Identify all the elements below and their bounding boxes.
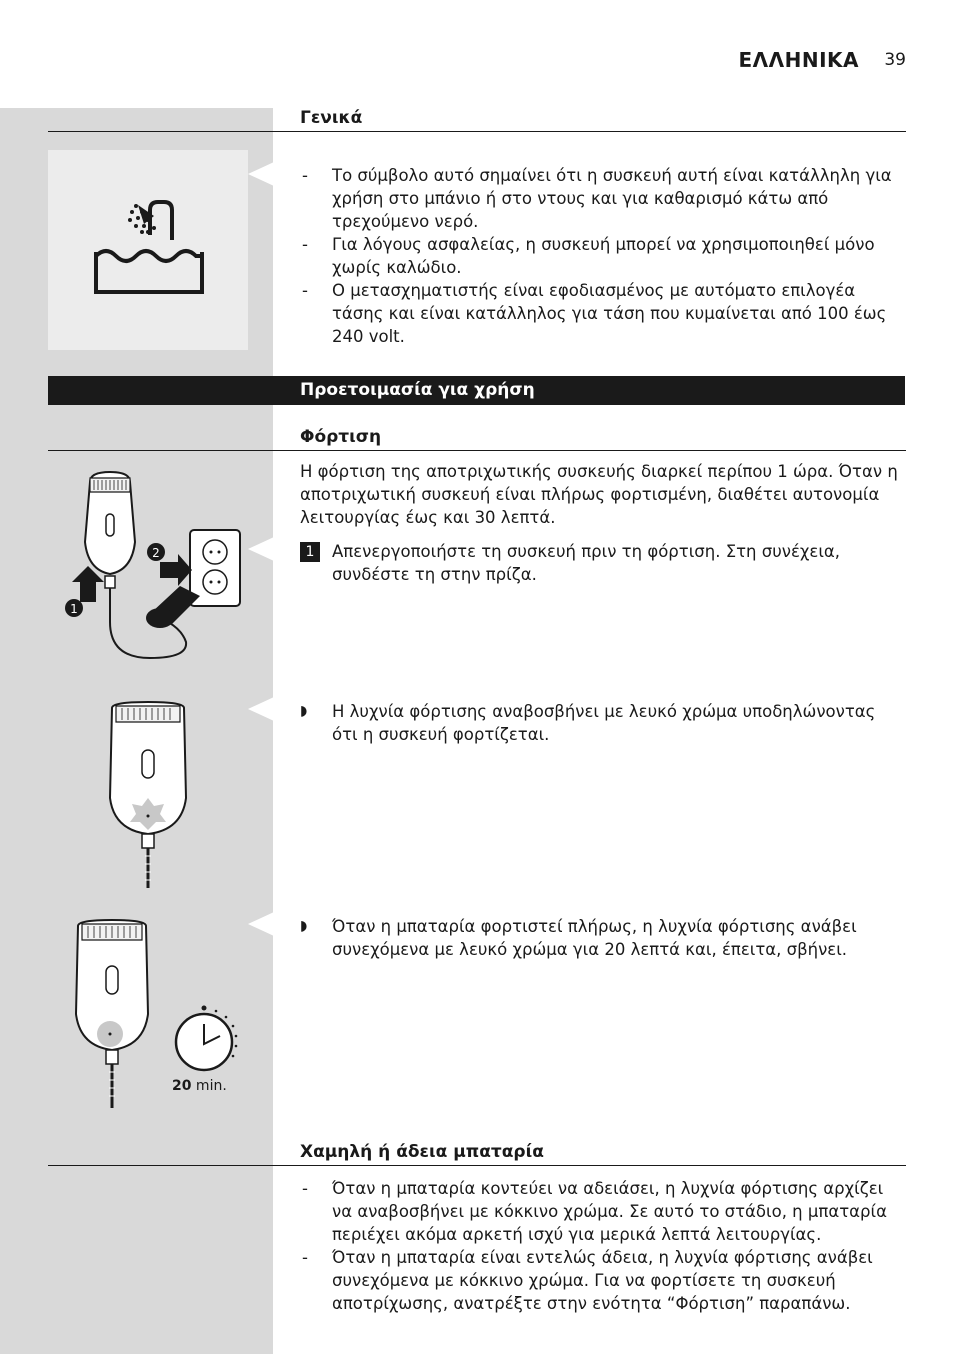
step-number: 1 xyxy=(300,542,320,562)
general-text xyxy=(300,164,906,348)
step-text: Απενεργοποιήστε τη συσκευή πριν τη φόρτιση. Στη συνέχεια, συνδέστε τη στην πρίζα. xyxy=(332,542,841,584)
charging-step-1 xyxy=(300,540,906,586)
low-battery-item: - Όταν η μπαταρία είναι εντελώς άδεια, η λυχνία φόρτισης ανάβει συνεχόμενα με κόκκινο χρώμα. Για να φορτίσετε τη συσκευή αποτρίχωσης, ανατρέξτε στην ενότητα “Φόρτιση” παραπάνω. xyxy=(300,1246,906,1315)
bullet-symbol: ◗ xyxy=(300,703,308,719)
bullet-text: Η λυχνία φόρτισης αναβοσβήνει με λευκό χρώμα υποδηλώνοντας ότι η συσκευή φορτίζεται. xyxy=(332,702,876,744)
bath-symbol-box xyxy=(48,150,248,350)
section-title-general: Γενικά xyxy=(300,108,363,128)
timer-value: 20 xyxy=(172,1078,192,1094)
section-title-charging: Φόρτιση xyxy=(300,427,382,447)
pointer-general xyxy=(248,162,274,186)
callout-2: 2 xyxy=(152,546,160,560)
page-number: 39 xyxy=(884,50,906,70)
pointer-charging-bullet-1 xyxy=(248,697,274,721)
section-title-preparation: Προετοιμασία για χρήση xyxy=(300,380,535,400)
general-item: - Το σύμβολο αυτό σημαίνει ότι η συσκευή αυτή είναι κατάλληλη για χρήση στο μπάνιο ή στο ντους και για καθαρισμό κάτω από τρεχούμενο νερό. xyxy=(300,164,906,233)
section-rule xyxy=(48,131,906,132)
charging-bullet-2 xyxy=(300,915,906,961)
epilator-plug-illustration xyxy=(60,462,260,674)
bullet-text: Όταν η μπαταρία φορτιστεί πλήρως, η λυχνία φόρτισης ανάβει συνεχόμενα με λευκό χρώμα για 20 λεπτά και, έπειτα, σβήνει. xyxy=(332,917,857,959)
low-battery-text xyxy=(300,1177,906,1315)
section-title-low-battery: Χαμηλή ή άδεια μπαταρία xyxy=(300,1142,544,1162)
epilator-timer-illustration xyxy=(66,914,256,1110)
section-rule xyxy=(48,450,906,451)
charging-intro-text: Η φόρτιση της αποτριχωτικής συσκευής διαρκεί περίπου 1 ώρα. Όταν η αποτριχωτική συσκευή είναι πλήρως φορτισμένη, διαθέτει αυτονομία λειτουργίας έως και 30 λεπτά. xyxy=(300,462,898,527)
section-rule xyxy=(48,1165,906,1166)
callout-1: 1 xyxy=(70,602,78,616)
timer-unit: min. xyxy=(191,1078,227,1094)
pointer-charging-bullet-2 xyxy=(248,912,274,936)
charging-intro xyxy=(300,460,906,529)
epilator-charging-light-illustration xyxy=(100,698,200,890)
charging-bullet-1 xyxy=(300,700,906,746)
header-language: ΕΛΛΗΝΙΚΑ xyxy=(738,48,859,72)
low-battery-item: - Όταν η μπαταρία κοντεύει να αδειάσει, η λυχνία φόρτισης αρχίζει να αναβοσβήνει με κόκκινο χρώμα. Σε αυτό το στάδιο, η μπαταρία περιέχει ακόμα αρκετή ισχύ για μερικά λεπτά λειτουργίας. xyxy=(300,1177,906,1246)
pointer-charging-step xyxy=(248,537,274,561)
bath-shower-icon xyxy=(48,150,248,350)
section-bar-preparation xyxy=(48,376,905,405)
bullet-symbol: ◗ xyxy=(300,918,308,934)
general-item: - Ο μετασχηματιστής είναι εφοδιασμένος με αυτόματο επιλογέα τάσης και είναι κατάλληλος για τάση που κυμαίνεται από 100 έως 240 volt. xyxy=(300,279,906,348)
general-item: - Για λόγους ασφαλείας, η συσκευή μπορεί να χρησιμοποιηθεί μόνο χωρίς καλώδιο. xyxy=(300,233,906,279)
timer-label xyxy=(172,1078,227,1094)
